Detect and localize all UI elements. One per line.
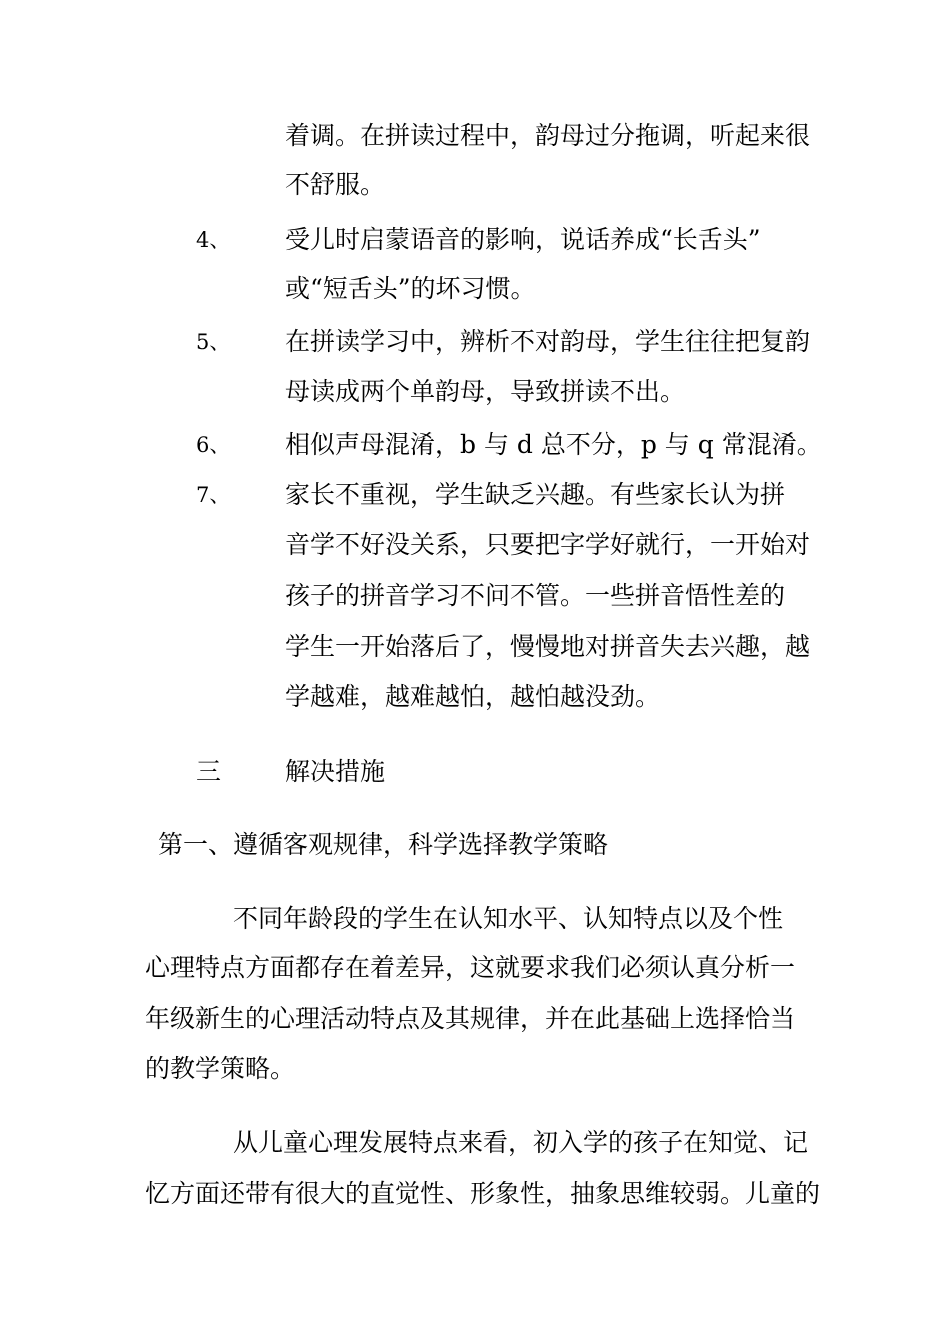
list-item-line: 学越难，越难越怕，越怕越没劲。 [285,682,661,711]
paragraph-line: 心理特点方面都存在着差异，这就要求我们必须认真分析一 [145,953,796,982]
subsection-title: 第一、遵循客观规律，科学选择教学策略 [158,830,609,859]
list-item-line: 在拼读学习中，辨析不对韵母，学生往往把复韵 [285,327,811,356]
list-item-line: 或“短舌头”的坏习惯。 [285,274,536,303]
paragraph-line: 年级新生的心理活动特点及其规律，并在此基础上选择恰当 [145,1004,796,1033]
section-title: 解决措施 [285,757,386,786]
continuation-line: 不舒服。 [285,170,386,199]
list-item-number: 4、 [196,228,231,252]
list-item-number: 6、 [196,433,231,457]
list-item-line: 孩子的拼音学习不问不管。一些拼音悟性差的 [285,581,786,610]
section-number: 三 [196,757,222,786]
list-item-line: 母读成两个单韵母，导致拼读不出。 [285,377,686,406]
list-item-line: 受儿时启蒙语音的影响，说话养成“长舌头” [285,225,761,254]
paragraph-line: 不同年龄段的学生在认知水平、认知特点以及个性 [233,904,784,933]
list-item-line: 相似声母混淆，b 与 d 总不分，p 与 q 常混淆。 [285,430,822,459]
list-item-line: 家长不重视，学生缺乏兴趣。有些家长认为拼 [285,480,786,509]
list-item-line: 音学不好没关系，只要把字学好就行，一开始对 [285,530,811,559]
paragraph-line: 的教学策略。 [145,1054,296,1083]
paragraph-line: 从儿童心理发展特点来看，初入学的孩子在知觉、记 [233,1128,809,1157]
list-item-line: 学生一开始落后了，慢慢地对拼音失去兴趣，越 [285,632,811,661]
paragraph-line: 忆方面还带有很大的直觉性、形象性，抽象思维较弱。儿童的 [145,1179,821,1208]
list-item-number: 7、 [196,483,231,507]
continuation-line: 着调。在拼读过程中，韵母过分拖调，听起来很 [285,121,811,150]
list-item-number: 5、 [196,330,231,354]
